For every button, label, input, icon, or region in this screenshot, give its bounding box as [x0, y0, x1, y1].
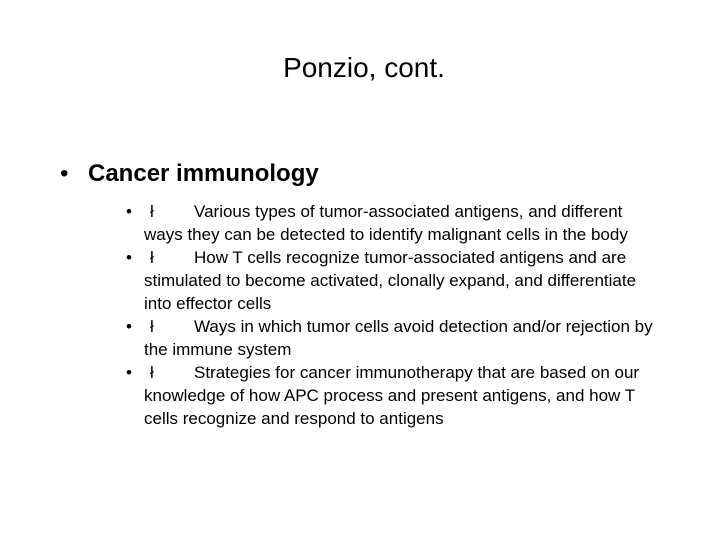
sub-point-list	[126, 200, 656, 430]
slide-title-text: Ponzio, cont.	[283, 52, 445, 83]
sub-point-text: Strategies for cancer immunotherapy that are based on our knowledge of how APC process and present antigens, and how T cells recognize and respond to antigens	[144, 363, 640, 428]
page-title	[0, 48, 720, 88]
marker-glyph: ł	[150, 202, 154, 221]
marker-glyph: ł	[150, 248, 154, 267]
slide-content	[60, 156, 700, 430]
main-bullet: •	[60, 160, 69, 187]
list-item	[126, 246, 656, 315]
marker-glyph: ł	[150, 317, 154, 336]
sub-bullet: •	[126, 202, 132, 221]
sub-point-text: How T cells recognize tumor-associated antigens and are stimulated to become activated, clonally expand, and differentiate into effector cells	[144, 248, 637, 313]
list-item	[126, 200, 656, 246]
list-item	[126, 315, 656, 361]
list-item	[126, 361, 656, 430]
sub-bullet: •	[126, 363, 132, 382]
marker-glyph: ł	[150, 363, 154, 382]
sub-point-text: Ways in which tumor cells avoid detection and/or rejection by the immune system	[144, 317, 653, 359]
main-point-text: Cancer immunology	[88, 160, 319, 187]
sub-point-text: Various types of tumor-associated antigens, and different ways they can be detected to identify malignant cells in the body	[144, 202, 628, 244]
sub-bullet: •	[126, 317, 132, 336]
sub-bullet: •	[126, 248, 132, 267]
main-point	[60, 156, 700, 192]
